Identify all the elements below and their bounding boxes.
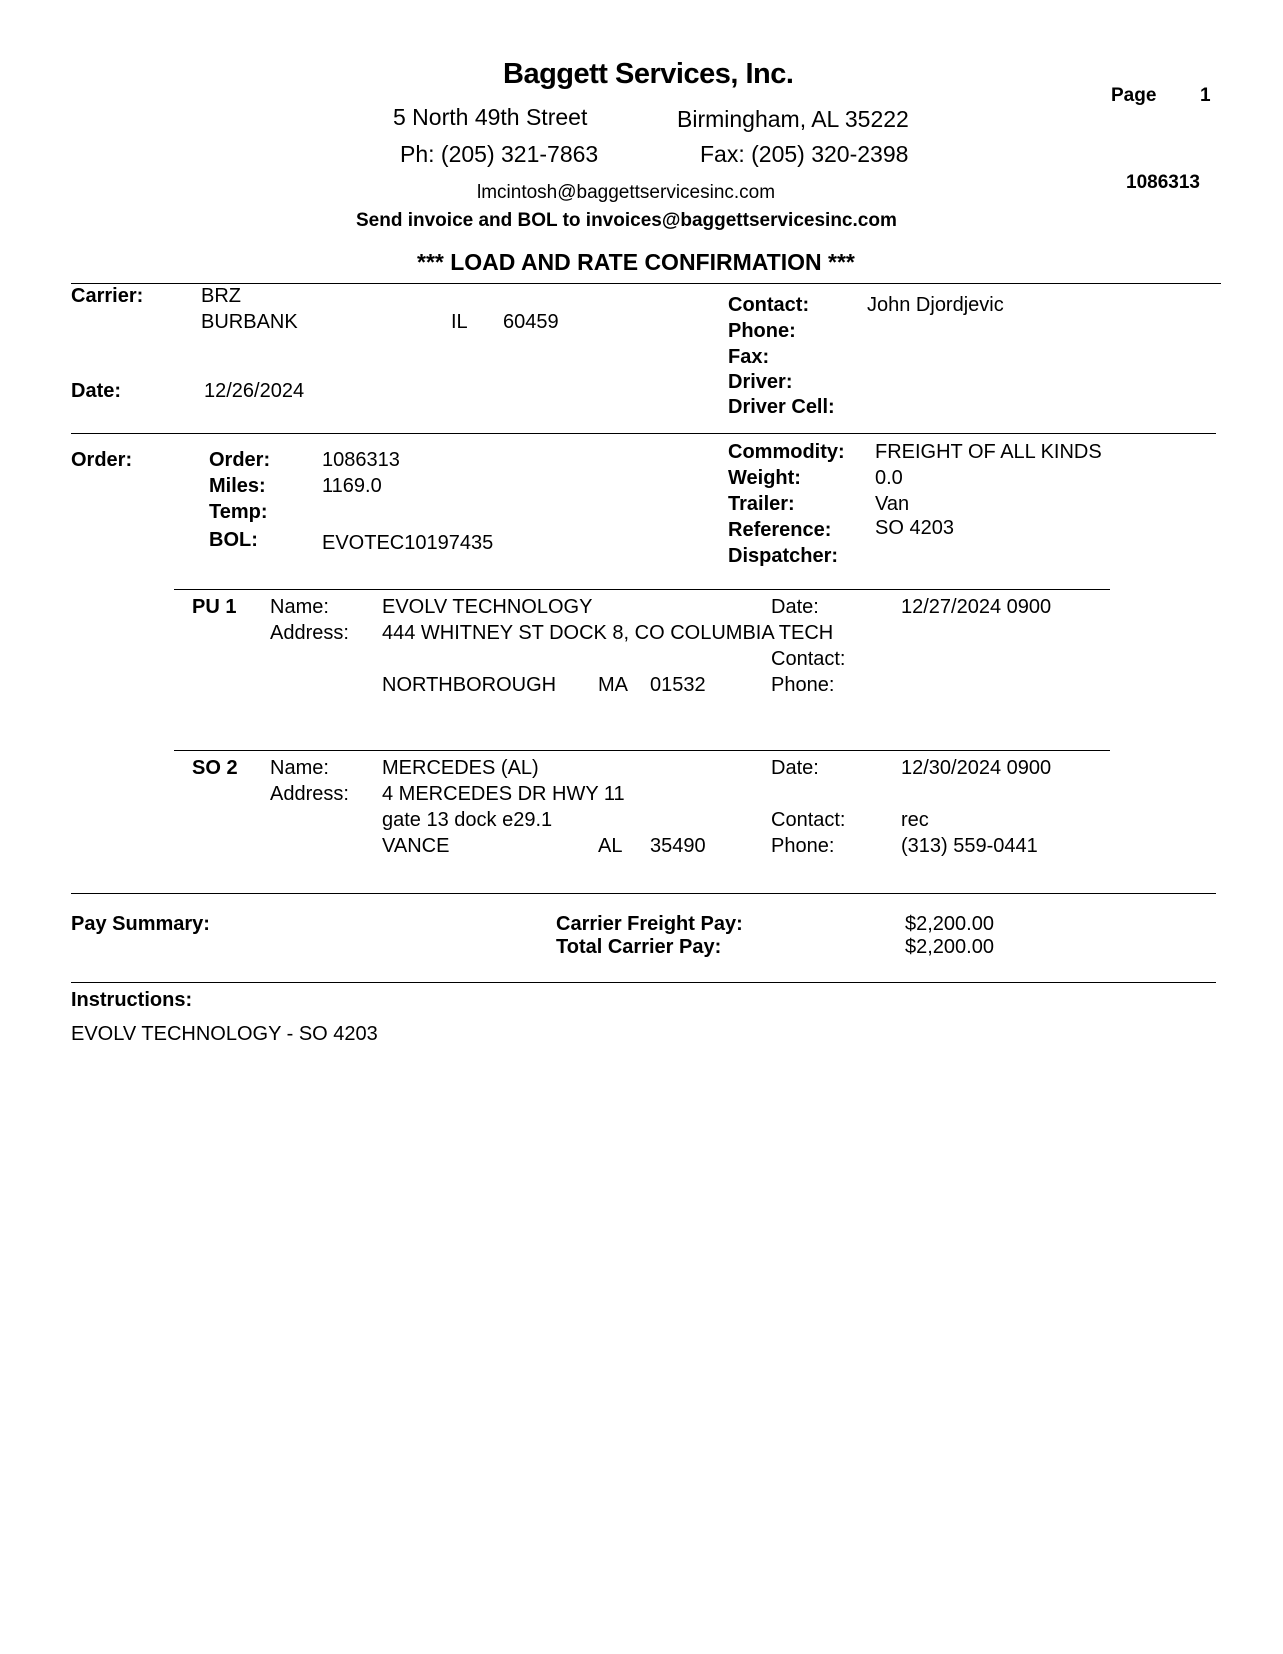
document-number: 1086313 (1126, 172, 1200, 193)
company-fax: Fax: (205) 320-2398 (700, 141, 909, 167)
page-label: Page (1111, 85, 1157, 106)
instructions-text: EVOLV TECHNOLOGY - SO 4203 (71, 1023, 378, 1045)
stop-name: EVOLV TECHNOLOGY (382, 596, 593, 618)
carrier-name: BRZ (201, 285, 241, 307)
phone-label: Phone: (728, 320, 796, 342)
order-label: Order: (209, 449, 271, 471)
bol-label: BOL: (209, 529, 258, 551)
stop-address-line-1: 4 MERCEDES DR HWY 11 (382, 783, 625, 805)
company-name: Baggett Services, Inc. (503, 58, 794, 90)
stop-name-label: Name: (270, 596, 329, 618)
instructions-label: Instructions: (71, 989, 193, 1011)
stop-date-label: Date: (771, 596, 819, 618)
commodity-label: Commodity: (728, 441, 845, 463)
stop-date: 12/27/2024 0900 (901, 596, 1052, 618)
divider (71, 433, 1216, 434)
contact-value: John Djordjevic (867, 294, 1004, 316)
divider (71, 982, 1216, 983)
stop-date-label: Date: (771, 757, 819, 779)
company-email: lmcintosh@baggettservicesinc.com (477, 182, 776, 203)
order-value: 1086313 (322, 449, 400, 471)
weight-label: Weight: (728, 467, 801, 489)
divider (71, 893, 1216, 894)
stop-city: NORTHBOROUGH (382, 674, 557, 696)
weight-value: 0.0 (875, 467, 903, 489)
driver-cell-label: Driver Cell: (728, 396, 835, 418)
carrier-city: BURBANK (201, 311, 298, 333)
freight-pay-label: Carrier Freight Pay: (556, 913, 743, 935)
fax-label: Fax: (728, 346, 770, 368)
contact-label: Contact: (728, 294, 810, 316)
carrier-state: IL (451, 311, 468, 333)
stop-contact-label: Contact: (771, 648, 846, 670)
page-number: 1 (1200, 85, 1211, 106)
carrier-label: Carrier: (71, 285, 144, 307)
stop-code: PU 1 (192, 596, 237, 618)
stop-name-label: Name: (270, 757, 329, 779)
carrier-date-label: Date: (71, 380, 122, 402)
trailer-label: Trailer: (728, 493, 795, 515)
company-street: 5 North 49th Street (393, 104, 588, 130)
stop-code: SO 2 (192, 757, 238, 779)
stop-phone: (313) 559-0441 (901, 835, 1038, 857)
temp-label: Temp: (209, 501, 268, 523)
company-city-state-zip: Birmingham, AL 35222 (677, 106, 909, 132)
pay-summary-label: Pay Summary: (71, 913, 210, 935)
stop-contact-label: Contact: (771, 809, 846, 831)
divider (71, 283, 1221, 284)
stop-name: MERCEDES (AL) (382, 757, 539, 779)
carrier-date: 12/26/2024 (204, 380, 305, 402)
commodity-value: FREIGHT OF ALL KINDS (875, 441, 1102, 463)
company-phone: Ph: (205) 321-7863 (400, 141, 599, 167)
bol-value: EVOTEC10197435 (322, 532, 494, 554)
divider (174, 750, 1110, 751)
total-pay-value: $2,200.00 (905, 936, 994, 958)
order-section-label: Order: (71, 449, 133, 471)
stop-phone-label: Phone: (771, 835, 835, 857)
stop-phone-label: Phone: (771, 674, 835, 696)
reference-label: Reference: (728, 519, 832, 541)
invoice-note: Send invoice and BOL to invoices@baggettservicesinc.com (356, 210, 897, 231)
carrier-zip: 60459 (503, 311, 559, 333)
driver-label: Driver: (728, 371, 793, 393)
stop-city: VANCE (382, 835, 450, 857)
dispatcher-label: Dispatcher: (728, 545, 839, 567)
stop-contact: rec (901, 809, 929, 831)
reference-value: SO 4203 (875, 517, 954, 539)
trailer-value: Van (875, 493, 910, 515)
stop-address-label: Address: (270, 622, 349, 644)
stop-state: AL (598, 835, 623, 857)
stop-address-line-1: 444 WHITNEY ST DOCK 8, CO COLUMBIA TECH (382, 622, 834, 644)
stop-zip: 01532 (650, 674, 706, 696)
stop-state: MA (598, 674, 628, 696)
stop-zip: 35490 (650, 835, 706, 857)
stop-address-line-2: gate 13 dock e29.1 (382, 809, 553, 831)
miles-value: 1169.0 (322, 475, 382, 497)
miles-label: Miles: (209, 475, 266, 497)
document-title: *** LOAD AND RATE CONFIRMATION *** (417, 249, 855, 275)
stop-date: 12/30/2024 0900 (901, 757, 1052, 779)
stop-address-label: Address: (270, 783, 349, 805)
divider (174, 589, 1110, 590)
total-pay-label: Total Carrier Pay: (556, 936, 722, 958)
freight-pay-value: $2,200.00 (905, 913, 994, 935)
